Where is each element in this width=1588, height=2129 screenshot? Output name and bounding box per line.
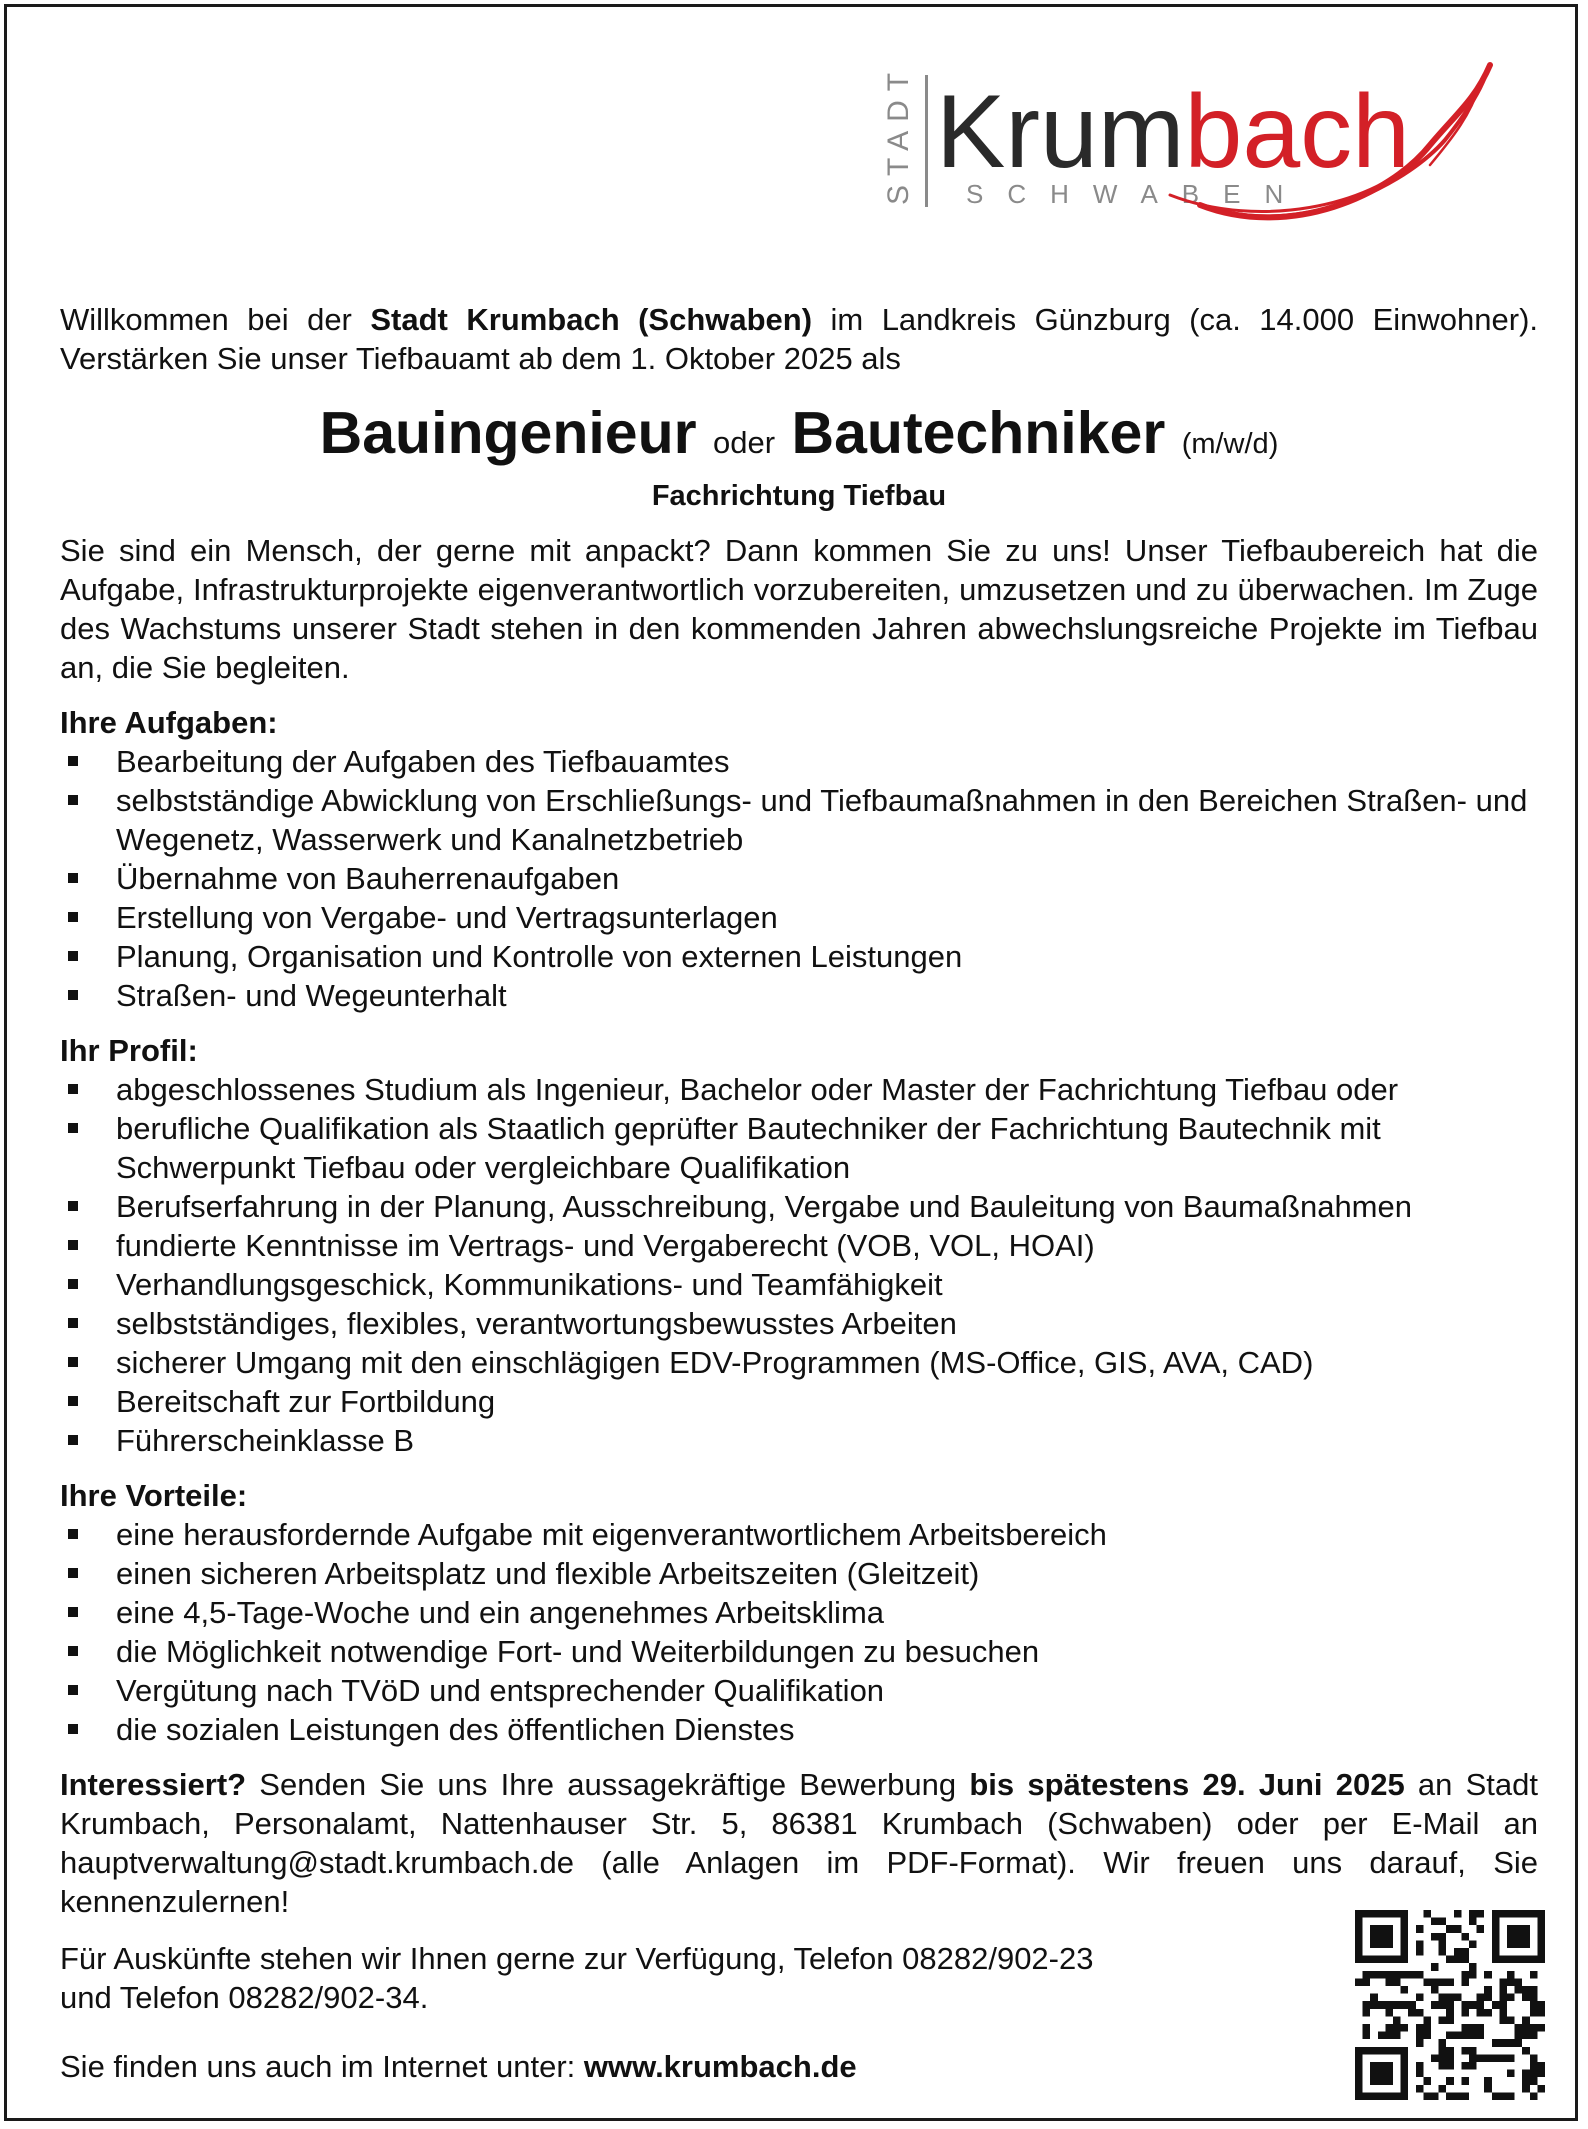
bullet-icon bbox=[68, 912, 78, 922]
list-item: eine 4,5-Tage-Woche und ein angenehmes Arbeitsklima bbox=[60, 1593, 1538, 1632]
qr-code-icon[interactable] bbox=[1355, 1910, 1545, 2100]
list-item: die Möglichkeit notwendige Fort- und Weiterbildungen zu besuchen bbox=[60, 1632, 1538, 1671]
list-item: abgeschlossenes Studium als Ingenieur, Bachelor oder Master der Fachrichtung Tiefbau oder bbox=[60, 1070, 1538, 1109]
list-item: die sozialen Leistungen des öffentlichen Dienstes bbox=[60, 1710, 1538, 1749]
bullet-icon bbox=[68, 1318, 78, 1328]
bullet-icon bbox=[68, 1529, 78, 1539]
bullet-icon bbox=[68, 1607, 78, 1617]
list-item: Führerscheinklasse B bbox=[60, 1421, 1538, 1460]
logo-divider bbox=[925, 75, 928, 207]
bullet-icon bbox=[68, 1123, 78, 1133]
profil-heading: Ihr Profil: bbox=[60, 1033, 198, 1068]
bullet-icon bbox=[68, 1240, 78, 1250]
website-link[interactable]: www.krumbach.de bbox=[583, 2049, 857, 2084]
list-item: Übernahme von Bauherrenaufgaben bbox=[60, 859, 1538, 898]
bullet-icon bbox=[68, 1357, 78, 1367]
bullet-icon bbox=[68, 756, 78, 766]
vorteile-heading: Ihre Vorteile: bbox=[60, 1478, 248, 1513]
description-paragraph: Sie sind ein Mensch, der gerne mit anpackt? Dann kommen Sie zu uns! Unser Tiefbaubereich hat die Aufgabe, Infrastrukturprojekte eigenverantwortlich vorzubereiten, umzusetzen und zu überwachen. Im Zuge des Wachstums unserer Stadt stehen in den kommenden Jahren abwechslungsreiche Projekte im Tiefbau an, die Sie begleiten. bbox=[60, 533, 1538, 685]
bullet-icon bbox=[68, 1646, 78, 1656]
bullet-icon bbox=[68, 873, 78, 883]
list-item: Vergütung nach TVöD und entsprechender Qualifikation bbox=[60, 1671, 1538, 1710]
list-item: Bereitschaft zur Fortbildung bbox=[60, 1382, 1538, 1421]
list-item: Bearbeitung der Aufgaben des Tiefbauamtes bbox=[60, 742, 1538, 781]
bullet-icon bbox=[68, 1201, 78, 1211]
list-item: Erstellung von Vergabe- und Vertragsunterlagen bbox=[60, 898, 1538, 937]
bullet-icon bbox=[68, 1279, 78, 1289]
list-item: Verhandlungsgeschick, Kommunikations- und Teamfähigkeit bbox=[60, 1265, 1538, 1304]
contact-info: Für Auskünfte stehen wir Ihnen gerne zur Verfügung, Telefon 08282/902-23 und Telefon 08282/902-34. bbox=[60, 1941, 1094, 2015]
list-item: fundierte Kenntnisse im Vertrags- und Vergaberecht (VOB, VOL, HOAI) bbox=[60, 1226, 1538, 1265]
list-item: eine herausfordernde Aufgabe mit eigenverantwortlichem Arbeitsbereich bbox=[60, 1515, 1538, 1554]
bullet-icon bbox=[68, 1396, 78, 1406]
profil-list bbox=[60, 1070, 1538, 1460]
aufgaben-heading: Ihre Aufgaben: bbox=[60, 705, 278, 740]
bullet-icon bbox=[68, 1435, 78, 1445]
bullet-icon bbox=[68, 990, 78, 1000]
bullet-icon bbox=[68, 1568, 78, 1578]
closing-paragraph: Interessiert? Senden Sie uns Ihre aussagekräftige Bewerbung bis spätestens 29. Juni 2025 an Stadt Krumbach, Personalamt, Nattenhauser Str. 5, 86381 Krumbach (Schwaben) oder per E-Mail an hauptverwaltung@stadt.krumbach.de (alle Anlagen im PDF-Format). Wir freuen uns darauf, Sie kennenzulernen! bbox=[60, 1767, 1538, 1919]
list-item: selbstständige Abwicklung von Erschließungs- und Tiefbaumaßnahmen in den Bereichen Straßen- und Wegenetz, Wasserwerk und Kanalnetzbetrieb bbox=[60, 781, 1538, 859]
bullet-icon bbox=[68, 1685, 78, 1695]
bullet-icon bbox=[68, 951, 78, 961]
logo-name-text: Krumbach bbox=[936, 74, 1411, 190]
logo-stadt-text: STADT bbox=[882, 63, 915, 205]
bullet-icon bbox=[68, 795, 78, 805]
bullet-icon bbox=[68, 1724, 78, 1734]
aufgaben-list bbox=[60, 742, 1538, 1015]
list-item: Planung, Organisation und Kontrolle von externen Leistungen bbox=[60, 937, 1538, 976]
intro-paragraph: Willkommen bei der Stadt Krumbach (Schwaben) im Landkreis Günzburg (ca. 14.000 Einwohner). Verstärken Sie unser Tiefbauamt ab dem 1. Oktober 2025 als bbox=[60, 302, 1538, 376]
list-item: selbstständiges, flexibles, verantwortungsbewusstes Arbeiten bbox=[60, 1304, 1538, 1343]
list-item: Berufserfahrung in der Planung, Ausschreibung, Vergabe und Bauleitung von Baumaßnahmen bbox=[60, 1187, 1538, 1226]
logo-region-text: SCHWABEN bbox=[966, 179, 1308, 209]
vorteile-list bbox=[60, 1515, 1538, 1749]
list-item: berufliche Qualifikation als Staatlich geprüfter Bautechniker der Fachrichtung Bautechnik mit Schwerpunkt Tiefbau oder vergleichbare Qualifikation bbox=[60, 1109, 1538, 1187]
bullet-icon bbox=[68, 1084, 78, 1094]
job-title: Bauingenieur oder Bautechniker (m/w/d) bbox=[319, 400, 1279, 466]
website-line: Sie finden uns auch im Internet unter: www.krumbach.de bbox=[60, 2049, 857, 2084]
krumbach-logo bbox=[870, 55, 1570, 225]
job-ad-content bbox=[60, 300, 1538, 2086]
list-item: sicherer Umgang mit den einschlägigen EDV-Programmen (MS-Office, GIS, AVA, CAD) bbox=[60, 1343, 1538, 1382]
job-subtitle: Fachrichtung Tiefbau bbox=[651, 480, 947, 512]
list-item: Straßen- und Wegeunterhalt bbox=[60, 976, 1538, 1015]
list-item: einen sicheren Arbeitsplatz und flexible Arbeitszeiten (Gleitzeit) bbox=[60, 1554, 1538, 1593]
